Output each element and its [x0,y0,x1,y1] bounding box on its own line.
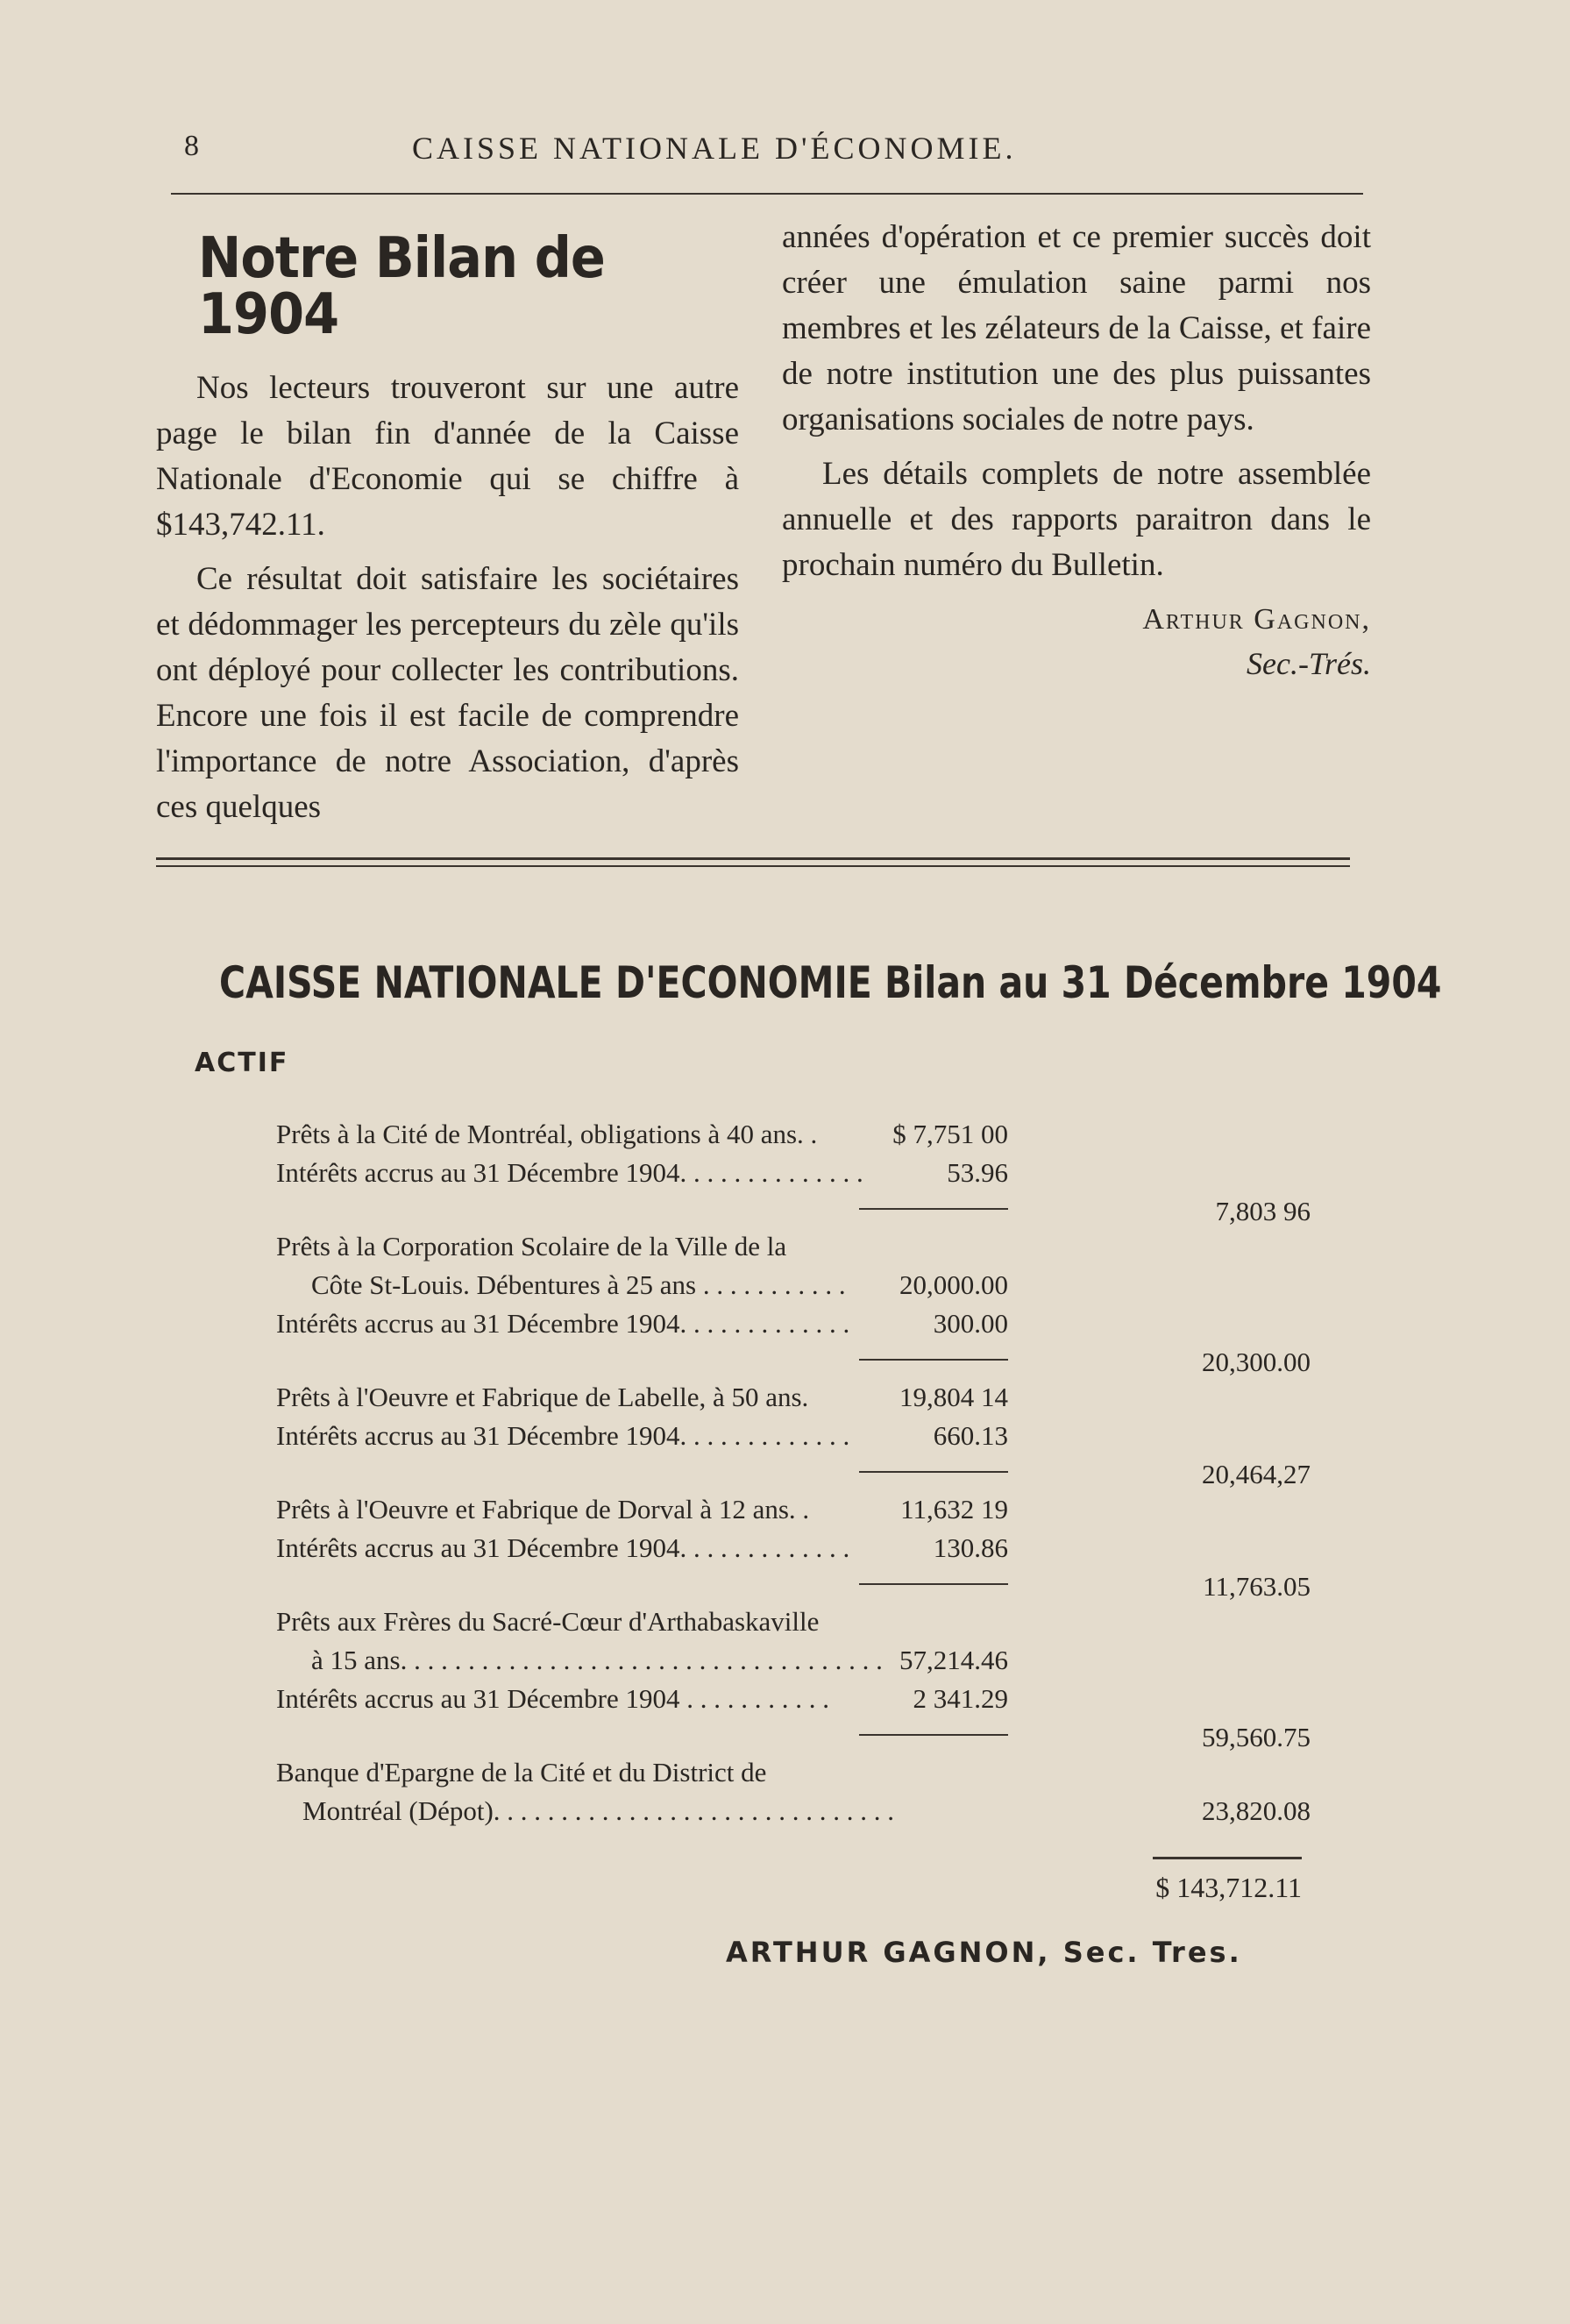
ledger-description: Prêts à la Cité de Montréal, obligations à 40 ans. . [276,1119,818,1149]
article-left-column [156,215,739,839]
journal-title: CAISSE NATIONALE D'ÉCONOMIE. [412,131,1017,166]
ledger-line [276,1227,1311,1266]
ledger-subtotal: 20,464,27 [1202,1459,1311,1489]
section-divider [156,857,1350,873]
article-paragraph: Nos lecteurs trouveront sur une autre page le bilan fin d'année de la Caisse Nationale d'Economie qui se chiffre à $143,742.11. [156,370,739,543]
ledger-amount: 130.86 [933,1532,1008,1563]
ledger-subtotal: 7,803 96 [1215,1196,1311,1226]
ledger-line [276,1378,1311,1417]
ledger-description: Intérêts accrus au 31 Décembre 1904. . . . . . . . . . . . . [276,1532,850,1563]
ledger-line [276,1753,1311,1792]
article-title: Notre Bilan de 1904 [198,226,605,347]
ledger-description: Côte St-Louis. Débentures à 25 ans . . . . . . . . . . . [311,1269,846,1300]
ledger-entry [276,1115,1311,1227]
ledger-amount: 660.13 [933,1420,1008,1451]
ledger-subtotal: 20,300.00 [1202,1347,1311,1377]
balance-sheet-title: CAISSE NATIONALE D'ECONOMIE Bilan au 31 Décembre 1904 [219,957,1442,1008]
ledger-line [276,1641,1311,1680]
ledger-amount: 2 341.29 [913,1683,1008,1714]
balance-sheet-body [276,1115,1311,1830]
article-paragraph: Les détails complets de notre assemblée annuelle et des rapports paraitron dans le prochain numéro du Bulletin. [782,456,1371,583]
ledger-amount: 53.96 [947,1157,1008,1188]
article-signature-name: Arthur Gagnon, [1142,603,1371,636]
ledger-description: Banque d'Epargne de la Cité et du District de [276,1757,767,1787]
subtotal-row [276,1343,1311,1378]
subtotal-row [276,1567,1311,1603]
ledger-subtotal: 11,763.05 [1203,1571,1311,1602]
ledger-line [276,1792,1311,1830]
header-rule [171,193,1363,195]
article-paragraph: années d'opération et ce premier succès doit créer une émulation saine parmi nos membres et les zélateurs de la Caisse, et faire de notre institution une des plus puissantes organisations sociales de notre pays. [782,219,1371,437]
ledger-line [276,1266,1311,1304]
page-number: 8 [184,130,199,162]
ledger-description: Intérêts accrus au 31 Décembre 1904. . . . . . . . . . . . . [276,1308,850,1339]
ledger-description: Prêts à l'Oeuvre et Fabrique de Labelle, à 50 ans. [276,1382,809,1412]
ledger-description: Prêts à l'Oeuvre et Fabrique de Dorval à 12 ans. . [276,1494,810,1524]
ledger-description: Intérêts accrus au 31 Décembre 1904 . . . . . . . . . . . [276,1683,829,1714]
ledger-line [276,1154,1311,1192]
ledger-description: Prêts à la Corporation Scolaire de la Ville de la [276,1231,787,1261]
balance-sheet-signature: ARTHUR GAGNON, Sec. Tres. [726,1936,1242,1969]
section-heading-actif: ACTIF [195,1048,289,1078]
ledger-line [276,1304,1311,1343]
ledger-line [276,1115,1311,1154]
article-paragraph: Ce résultat doit satisfaire les sociétaires et dédommager les percepteurs du zèle qu'ils ont déployé pour collecter les contributions. Encore une fois il est facile de comprendre l'importance de notre Association, d'après ces quelques [156,561,739,825]
ledger-entry [276,1227,1311,1378]
ledger-amount: 300.00 [933,1308,1008,1339]
subtotal-row [276,1455,1311,1490]
subtotal-row [276,1192,1311,1227]
ledger-line [276,1680,1311,1718]
ledger-amount: 11,632 19 [900,1494,1008,1524]
ledger-line [276,1529,1311,1567]
subtotal-row [276,1718,1311,1753]
ledger-description: Intérêts accrus au 31 Décembre 1904. . . . . . . . . . . . . . [276,1157,863,1188]
ledger-line [276,1490,1311,1529]
ledger-amount: 19,804 14 [899,1382,1008,1412]
ledger-subtotal: 23,820.08 [1202,1795,1311,1826]
ledger-description: Montréal (Dépot). . . . . . . . . . . . . . . . . . . . . . . . . . . . . . [302,1795,895,1826]
ledger-amount: 57,214.46 [899,1645,1008,1675]
ledger-line [276,1417,1311,1455]
ledger-description: Prêts aux Frères du Sacré-Cœur d'Arthabaskaville [276,1606,820,1637]
ledger-description: Intérêts accrus au 31 Décembre 1904. . . . . . . . . . . . . [276,1420,850,1451]
ledger-line [276,1603,1311,1641]
ledger-entry [276,1378,1311,1490]
grand-total-rule [1153,1857,1302,1859]
ledger-entry [276,1603,1311,1753]
article-signature-title: Sec.-Trés. [1247,646,1371,681]
ledger-description: à 15 ans. . . . . . . . . . . . . . . . . . . . . . . . . . . . . . . . . . . . [311,1645,883,1675]
ledger-amount: $ 7,751 00 [892,1119,1008,1149]
ledger-subtotal: 59,560.75 [1202,1722,1311,1752]
ledger-entry-bank [276,1753,1311,1830]
article-right-column [782,215,1371,685]
running-header [184,130,1359,174]
ledger-amount: 20,000.00 [899,1269,1008,1300]
ledger-entry [276,1490,1311,1603]
grand-total: $ 143,712.11 [1155,1872,1302,1903]
